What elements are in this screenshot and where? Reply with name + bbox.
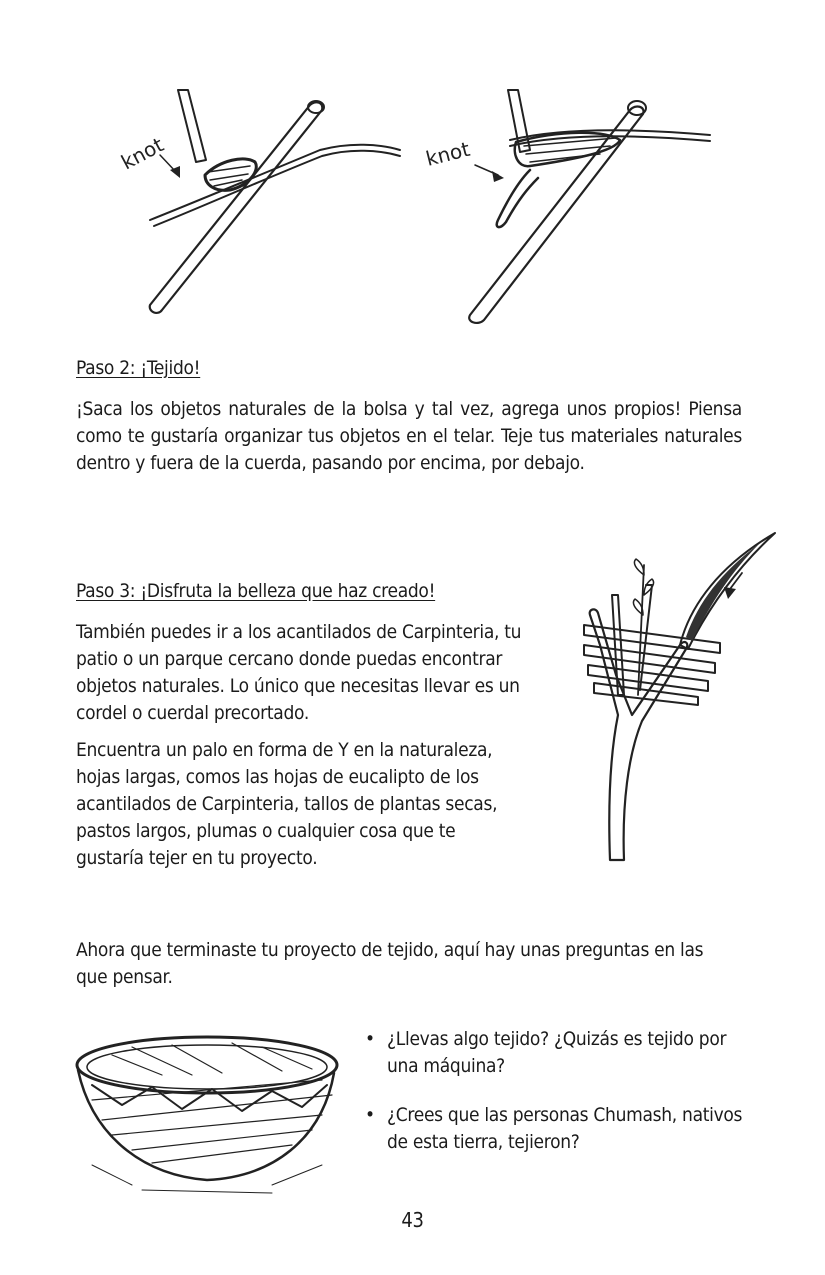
knot-illustration-right [420, 80, 720, 330]
bullet-dot: • [365, 1028, 375, 1050]
question-text: ¿Crees que las personas Chumash, nativos de esta tierra, tejieron? [387, 1104, 743, 1153]
step2-heading: Paso 2: ¡Tejido! [76, 357, 201, 379]
question-item [365, 1102, 745, 1156]
bullet-dot: • [365, 1104, 375, 1126]
question-list [365, 1026, 745, 1178]
question-text: ¿Llevas algo tejido? ¿Quizás es tejido por una máquina? [387, 1028, 727, 1077]
y-stick-weaving-illustration [570, 525, 790, 865]
step2-body: ¡Saca los objetos naturales de la bolsa y tal vez, agrega unos propios! Piensa como te gustaría organizar tus objetos en el telar. Teje tus materiales naturales dentro y fuera de la cuerda, pasando por encima, por debajo. [76, 398, 742, 474]
question-item [365, 1026, 745, 1080]
knot-illustration-left [110, 80, 410, 330]
knot-label-right: knot [423, 136, 473, 171]
step3-paragraph-2: Encuentra un palo en forma de Y en la naturaleza, hojas largas, comos las hojas de eucalipto de los acantilados de Carpinteria, tallos de plantas secas, pastos largos, plumas o cualquier cosa que te gustaría tejer en tu proyecto. [76, 739, 498, 869]
step3-paragraph-1: También puedes ir a los acantilados de Carpinteria, tu patio o un parque cercano donde puedas encontrar objetos naturales. Lo único que necesitas llevar es un cordel o cuerdal precortado. [76, 621, 522, 724]
step3-heading: Paso 3: ¡Disfruta la belleza que haz creado! [76, 580, 436, 602]
knot-label-left: knot [117, 132, 168, 175]
basket-illustration [72, 1025, 352, 1195]
page-number: 43 [401, 1208, 424, 1232]
closing-intro: Ahora que terminaste tu proyecto de tejido, aquí hay unas preguntas en las que pensar. [76, 939, 704, 988]
